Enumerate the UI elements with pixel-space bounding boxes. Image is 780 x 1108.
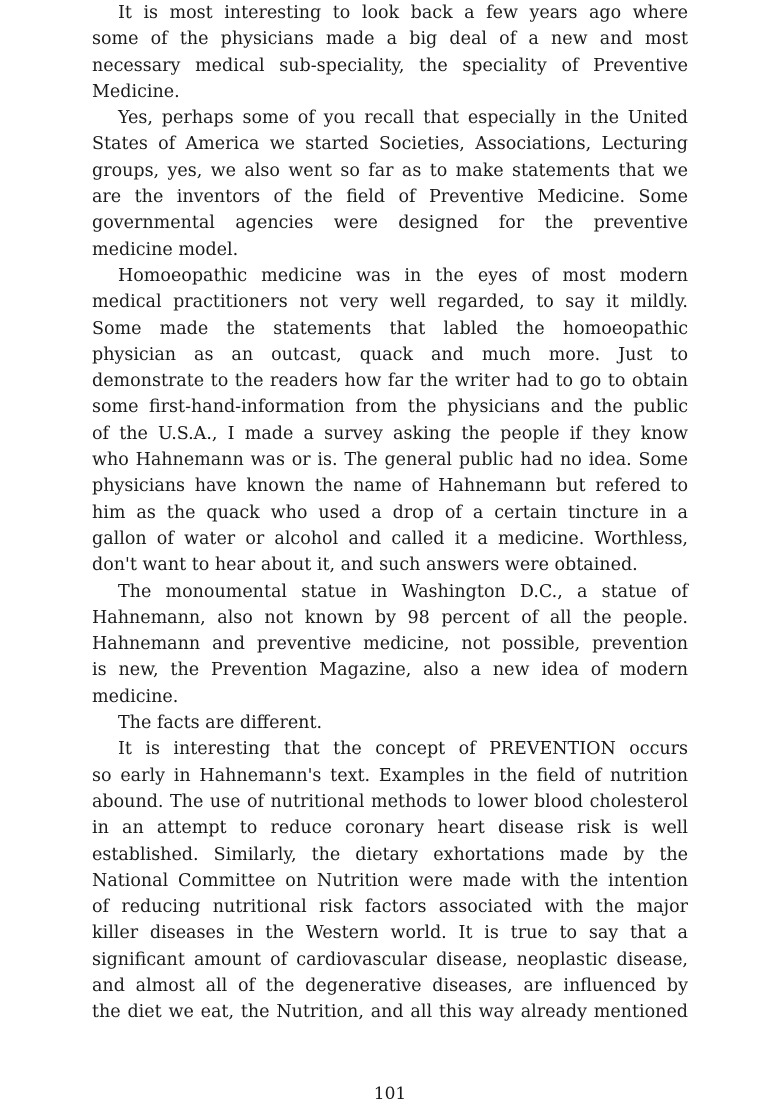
text-line: demonstrate to the readers how far the writer had to go to obtain [92, 371, 688, 392]
text-line: gallon of water or alcohol and called it a medicine. Worthless, [92, 528, 688, 549]
text-line: governmental agencies were designed for the preventive [92, 213, 688, 234]
text-line: established. Similarly, the dietary exhortations made by the [92, 844, 688, 865]
paragraph-3 [92, 263, 688, 579]
text-line: and almost all of the degenerative diseases, are influenced by [92, 975, 688, 996]
text-line: who Hahnemann was or is. The general public had no idea. Some [92, 450, 688, 471]
text-line: physicians have known the name of Hahnemann but refered to [92, 476, 688, 497]
text-line: abound. The use of nutritional methods to lower blood cholesterol [92, 791, 688, 812]
text-line: him as the quack who used a drop of a certain tincture in a [92, 502, 688, 523]
text-line: It is interesting that the concept of PREVENTION occurs [118, 739, 688, 760]
paragraph-4 [92, 579, 688, 710]
text-line: Hahnemann and preventive medicine, not possible, prevention [92, 634, 688, 655]
text-line: of reducing nutritional risk factors associated with the major [92, 897, 688, 918]
text-line: of the U.S.A., I made a survey asking the people if they know [92, 423, 688, 444]
text-line: significant amount of cardiovascular disease, neoplastic disease, [92, 949, 688, 970]
text-line: don't want to hear about it, and such answers were obtained. [92, 555, 638, 576]
text-line: Some made the statements that labled the homoeopathic [92, 318, 688, 339]
paragraph-6 [92, 736, 688, 1025]
text-line: It is most interesting to look back a few years ago where [118, 3, 688, 23]
paragraph-1 [92, 0, 688, 105]
text-line: necessary medical sub-speciality, the speciality of Preventive [92, 55, 688, 76]
text-line: some of the physicians made a big deal of a new and most [92, 29, 688, 50]
text-line: The monoumental statue in Washington D.C., a statue of [118, 581, 688, 602]
text-line: so early in Hahnemann's text. Examples in the field of nutrition [92, 765, 688, 786]
text-line: is new, the Prevention Magazine, also a new idea of modern [92, 660, 688, 681]
document-page [92, 0, 688, 1026]
paragraph-5 [92, 710, 688, 736]
text-line: the diet we eat, the Nutrition, and all this way already mentioned [92, 1002, 688, 1023]
text-line: medicine. [92, 686, 179, 707]
text-line: States of America we started Societies, Associations, Lecturing [92, 134, 688, 155]
text-line: Hahnemann, also not known by 98 percent of all the people. [92, 607, 688, 628]
text-line: Yes, perhaps some of you recall that especially in the United [118, 108, 688, 129]
text-line: medical practitioners not very well regarded, to say it mildly. [92, 292, 688, 313]
text-line: are the inventors of the field of Preventive Medicine. Some [92, 187, 688, 208]
text-line: physician as an outcast, quack and much more. Just to [92, 344, 688, 365]
text-line: Medicine. [92, 81, 180, 102]
text-line: The facts are different. [118, 713, 323, 734]
text-line: National Committee on Nutrition were made with the intention [92, 870, 688, 891]
page-number: 101 [373, 1084, 407, 1104]
text-line: medicine model. [92, 239, 239, 260]
text-line: killer diseases in the Western world. It is true to say that a [92, 923, 688, 944]
text-line: in an attempt to reduce coronary heart disease risk is well [92, 818, 688, 839]
text-line: Homoeopathic medicine was in the eyes of most modern [118, 265, 688, 286]
text-line: some first-hand-information from the physicians and the public [92, 397, 688, 418]
text-line: groups, yes, we also went so far as to make statements that we [92, 160, 688, 181]
paragraph-2 [92, 105, 688, 263]
